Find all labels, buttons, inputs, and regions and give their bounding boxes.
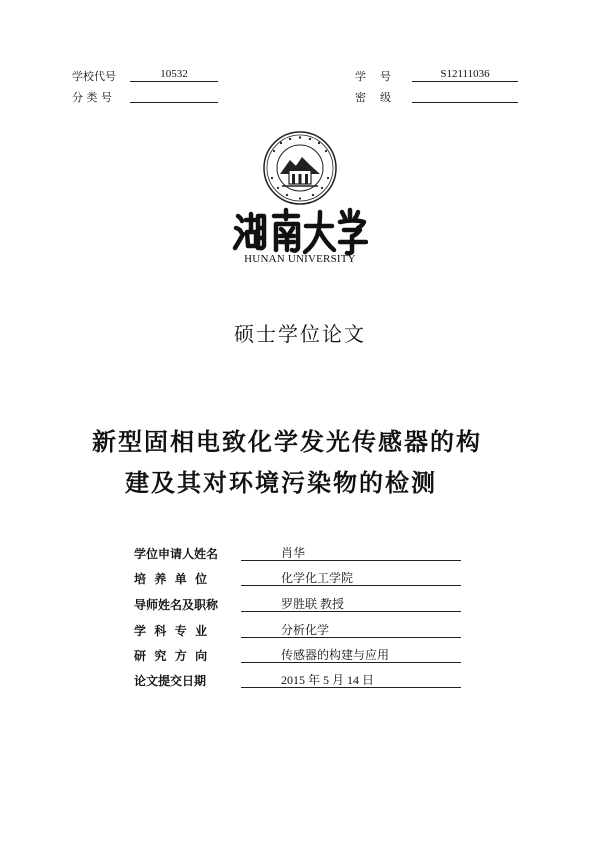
school-code-label: 学校代号	[72, 70, 116, 83]
submission-date-label: 论文提交日期	[134, 674, 207, 688]
training-unit-value: 化学化工学院	[241, 570, 461, 586]
student-no-label: 学 号	[355, 70, 391, 83]
secret-level-value	[412, 89, 518, 103]
student-no-value: S12111036	[412, 68, 518, 82]
research-direction-value: 传感器的构建与应用	[241, 647, 461, 663]
submission-date-value: 2015 年 5 月 14 日	[241, 672, 461, 688]
classification-label: 分 类 号	[72, 91, 112, 104]
supervisor-label: 导师姓名及职称	[134, 598, 219, 612]
research-direction-label: 研 究 方 向	[134, 649, 208, 663]
thesis-title-line1: 新型固相电致化学发光传感器的构	[92, 428, 482, 456]
applicant-name-value: 肖华	[241, 545, 461, 561]
secret-level-label: 密 级	[355, 91, 391, 104]
discipline-label: 学 科 专 业	[134, 624, 208, 638]
classification-value	[130, 89, 218, 103]
university-seal-icon	[262, 130, 338, 206]
thesis-title-line2: 建及其对环境污染物的检测	[125, 469, 437, 497]
discipline-value: 分析化学	[241, 622, 461, 638]
university-name-english: HUNAN UNIVERSITY	[244, 253, 356, 265]
school-code-value: 10532	[130, 68, 218, 82]
supervisor-value: 罗胜联 教授	[241, 596, 461, 612]
university-calligraphy-logo	[232, 206, 368, 256]
training-unit-label: 培 养 单 位	[134, 572, 208, 586]
degree-type: 硕士学位论文	[234, 322, 366, 346]
applicant-name-label: 学位申请人姓名	[134, 547, 219, 561]
